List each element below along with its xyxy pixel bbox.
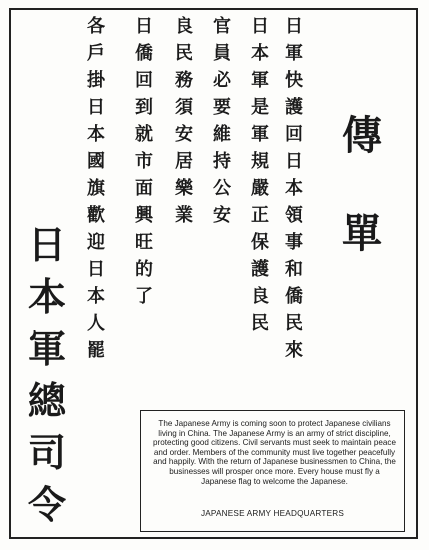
title-char: 傳	[342, 113, 382, 159]
column-char: 員	[213, 43, 231, 64]
leaflet-title	[334, 113, 390, 257]
column-char: 快	[285, 70, 303, 91]
headquarters-char: 司	[27, 431, 66, 475]
column-char: 迎	[87, 232, 105, 253]
column-char: 國	[87, 151, 105, 172]
column-char: 日	[87, 97, 105, 118]
column-char: 安	[175, 124, 193, 145]
headquarters-signature	[25, 223, 69, 538]
column-char: 民	[285, 313, 303, 334]
column-char: 日	[285, 16, 303, 37]
column-char: 來	[285, 340, 303, 361]
column-char: 良	[175, 16, 193, 37]
column-char: 軍	[251, 124, 269, 145]
column-char: 僑	[285, 286, 303, 307]
column-char: 市	[135, 151, 153, 172]
headquarters-char: 令	[27, 483, 66, 527]
column-char: 持	[213, 151, 231, 172]
column-char: 回	[135, 70, 153, 91]
column-char: 本	[251, 43, 269, 64]
column-char: 就	[135, 124, 153, 145]
column-char: 是	[251, 97, 269, 118]
text-column-6	[84, 18, 108, 369]
column-char: 民	[175, 43, 193, 64]
column-char: 保	[251, 232, 269, 253]
english-body: The Japanese Army is coming soon to protect Japanese civilians living in China. The Japanese Army is an army of strict discipline, protecting good citizens. Civil servants must seek to maintain peace and order. Members of the community must live together peacefully and happily. With the return of Japanese businessmen to China, the businesses will prosper once more. Every house must fly a Japanese flag to welcome the Japanese.	[153, 419, 396, 486]
column-char: 罷	[87, 340, 105, 361]
column-char: 務	[175, 70, 193, 91]
column-char: 旗	[87, 178, 105, 199]
column-char: 本	[87, 124, 105, 145]
headquarters-char: 日	[27, 223, 66, 267]
column-char: 回	[285, 124, 303, 145]
text-column-4	[172, 18, 196, 234]
column-char: 嚴	[251, 178, 269, 199]
column-char: 日	[251, 16, 269, 37]
column-char: 面	[135, 178, 153, 199]
title-char: 單	[342, 211, 382, 257]
column-char: 軍	[285, 43, 303, 64]
column-char: 僑	[135, 43, 153, 64]
column-char: 護	[285, 97, 303, 118]
column-char: 維	[213, 124, 231, 145]
column-char: 樂	[175, 178, 193, 199]
column-char: 人	[87, 313, 105, 334]
column-char: 須	[175, 97, 193, 118]
column-char: 日	[135, 16, 153, 37]
column-char: 本	[87, 286, 105, 307]
headquarters-char: 軍	[27, 327, 66, 371]
column-char: 護	[251, 259, 269, 280]
column-char: 官	[213, 16, 231, 37]
text-column-2	[248, 18, 272, 342]
column-char: 興	[135, 205, 153, 226]
english-signature: JAPANESE ARMY HEADQUARTERS	[200, 509, 345, 519]
column-char: 軍	[251, 70, 269, 91]
text-column-5	[132, 18, 156, 315]
column-char: 居	[175, 151, 193, 172]
column-char: 戶	[87, 43, 105, 64]
column-char: 旺	[135, 232, 153, 253]
column-char: 規	[251, 151, 269, 172]
text-column-3	[210, 18, 234, 234]
column-char: 民	[251, 313, 269, 334]
column-char: 正	[251, 205, 269, 226]
headquarters-char: 總	[27, 379, 66, 423]
column-char: 本	[285, 178, 303, 199]
headquarters-char: 本	[27, 275, 66, 319]
column-char: 安	[213, 205, 231, 226]
column-char: 掛	[87, 70, 105, 91]
column-char: 領	[285, 205, 303, 226]
column-char: 歡	[87, 205, 105, 226]
column-char: 必	[213, 70, 231, 91]
column-char: 和	[285, 259, 303, 280]
text-column-1	[282, 18, 306, 369]
column-char: 業	[175, 205, 193, 226]
column-char: 要	[213, 97, 231, 118]
column-char: 公	[213, 178, 231, 199]
column-char: 日	[87, 259, 105, 280]
column-char: 事	[285, 232, 303, 253]
column-char: 日	[285, 151, 303, 172]
column-char: 良	[251, 286, 269, 307]
column-char: 各	[87, 16, 105, 37]
column-char: 到	[135, 97, 153, 118]
column-char: 了	[135, 286, 153, 307]
column-char: 的	[135, 259, 153, 280]
english-translation-box	[140, 410, 405, 532]
